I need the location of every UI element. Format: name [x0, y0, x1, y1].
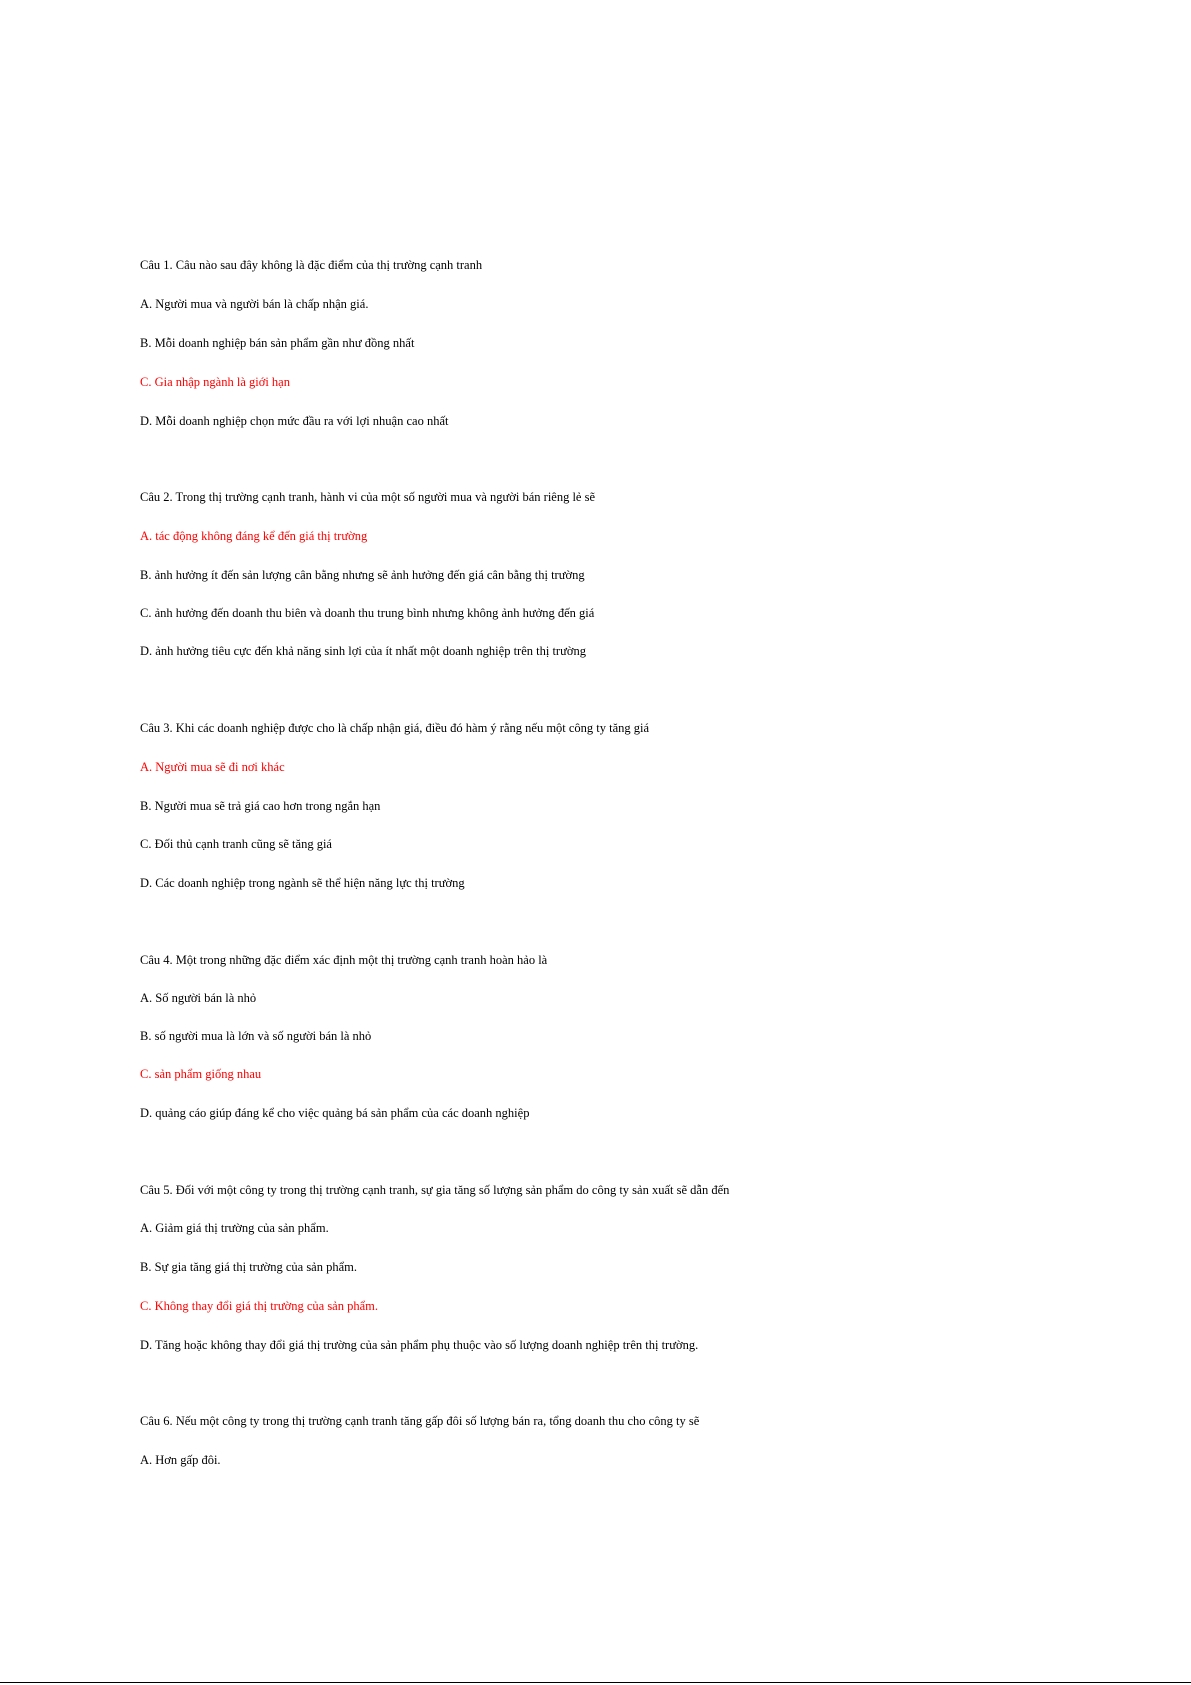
- question-2-option-a-correct: A. tác động không đáng kể đến giá thị trường: [140, 529, 368, 543]
- page-bottom-rule: [0, 1682, 1191, 1683]
- question-4-option-b: B. số người mua là lớn và số người bán là nhỏ: [140, 1029, 372, 1043]
- question-4-option-d: D. quảng cáo giúp đáng kể cho việc quảng bá sản phẩm của các doanh nghiệp: [140, 1106, 530, 1120]
- question-3-option-a-correct: A. Người mua sẽ đi nơi khác: [140, 760, 285, 774]
- question-6-option-a: A. Hơn gấp đôi.: [140, 1453, 221, 1467]
- question-2-option-d: D. ảnh hưởng tiêu cực đến khả năng sinh lợi của ít nhất một doanh nghiệp trên thị trường: [140, 644, 586, 658]
- question-5-option-b: B. Sự gia tăng giá thị trường của sản phẩm.: [140, 1260, 357, 1274]
- question-1-option-a: A. Người mua và người bán là chấp nhận giá.: [140, 297, 369, 311]
- question-1: Câu 1. Câu nào sau đây không là đặc điểm của thị trường cạnh tranh: [140, 258, 483, 272]
- question-3-option-c: C. Đối thủ cạnh tranh cũng sẽ tăng giá: [140, 837, 332, 851]
- question-4-option-a: A. Số người bán là nhỏ: [140, 991, 257, 1005]
- question-2: Câu 2. Trong thị trường cạnh tranh, hành vi của một số người mua và người bán riêng lẻ sẽ: [140, 490, 596, 504]
- question-4-option-c-correct: C. sản phẩm giống nhau: [140, 1067, 262, 1081]
- question-5-option-d: D. Tăng hoặc không thay đổi giá thị trường của sản phẩm phụ thuộc vào số lượng doanh nghiệp trên thị trường.: [140, 1338, 699, 1352]
- question-1-option-c-correct: C. Gia nhập ngành là giới hạn: [140, 375, 290, 389]
- question-3-option-b: B. Người mua sẽ trả giá cao hơn trong ngắn hạn: [140, 799, 381, 813]
- question-2-option-b: B. ảnh hưởng ít đến sản lượng cân bằng nhưng sẽ ảnh hưởng đến giá cân bằng thị trường: [140, 568, 585, 582]
- question-2-option-c: C. ảnh hưởng đến doanh thu biên và doanh thu trung bình nhưng không ảnh hưởng đến giá: [140, 606, 595, 620]
- question-5-option-a: A. Giảm giá thị trường của sản phẩm.: [140, 1221, 329, 1235]
- question-6: Câu 6. Nếu một công ty trong thị trường cạnh tranh tăng gấp đôi số lượng bán ra, tổng doanh thu cho công ty sẽ: [140, 1414, 700, 1428]
- question-4: Câu 4. Một trong những đặc điểm xác định một thị trường cạnh tranh hoàn hảo là: [140, 953, 548, 967]
- question-3-option-d: D. Các doanh nghiệp trong ngành sẽ thể hiện năng lực thị trường: [140, 876, 465, 890]
- question-1-option-b: B. Mỗi doanh nghiệp bán sản phẩm gần như đồng nhất: [140, 336, 415, 350]
- question-5-option-c-correct: C. Không thay đổi giá thị trường của sản phẩm.: [140, 1299, 379, 1313]
- question-5: Câu 5. Đối với một công ty trong thị trường cạnh tranh, sự gia tăng số lượng sản phẩm do công ty sản xuất sẽ dẫn đến: [140, 1183, 730, 1197]
- question-3: Câu 3. Khi các doanh nghiệp được cho là chấp nhận giá, điều đó hàm ý rằng nếu một công ty tăng giá: [140, 721, 650, 735]
- question-1-option-d: D. Mỗi doanh nghiệp chọn mức đầu ra với lợi nhuận cao nhất: [140, 414, 449, 428]
